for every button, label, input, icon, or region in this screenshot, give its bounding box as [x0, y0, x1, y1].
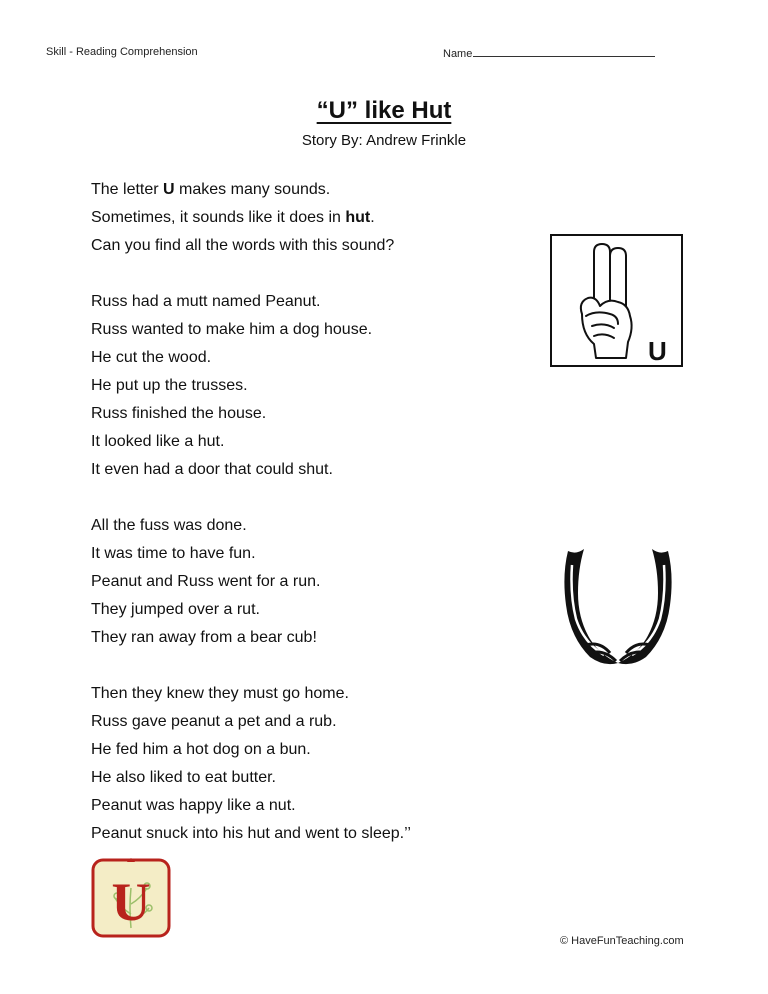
story-paragraph-2	[91, 288, 531, 484]
name-field[interactable]	[443, 46, 655, 60]
story-line: Peanut and Russ went for a run.	[91, 573, 321, 590]
story-line: Russ wanted to make him a dog house.	[91, 321, 373, 338]
skill-label: Skill - Reading Comprehension	[46, 46, 198, 58]
copyright-text: © HaveFunTeaching.com	[560, 935, 684, 947]
tribal-letter-u-icon	[560, 545, 676, 674]
story-line: Then they knew they must go home.	[91, 685, 349, 702]
story-paragraph-4	[91, 680, 531, 848]
story-line: He also liked to eat butter.	[91, 769, 276, 786]
story-line: He fed him a hot dog on a bun.	[91, 741, 311, 758]
bold-word-hut: hut	[345, 209, 371, 226]
story-title: “U” like Hut	[316, 97, 452, 124]
story-paragraph-3	[91, 512, 531, 652]
story-line: He cut the wood.	[91, 349, 212, 366]
story-line: Russ had a mutt named Peanut.	[91, 293, 321, 310]
name-label: Name	[443, 48, 473, 60]
story-line: Sometimes, it sounds like it does in hut.	[91, 209, 375, 226]
sign-letter: U	[648, 336, 667, 365]
story-line: It looked like a hut.	[91, 433, 225, 450]
story-line: Peanut snuck into his hut and went to sleep.’’	[91, 825, 411, 842]
story-line: The letter U makes many sounds.	[91, 181, 331, 198]
story-line: All the fuss was done.	[91, 517, 247, 534]
story-line: Peanut was happy like a nut.	[91, 797, 296, 814]
story-line: It was time to have fun.	[91, 545, 256, 562]
story-line: He put up the trusses.	[91, 377, 248, 394]
story-byline: Story By: Andrew Frinkle	[301, 132, 467, 149]
story-line: Russ gave peanut a pet and a rub.	[91, 713, 337, 730]
story-paragraph-1	[91, 176, 531, 260]
asl-u-hand-sign-icon	[550, 234, 683, 367]
name-blank-line[interactable]	[473, 46, 655, 57]
bold-letter-u: U	[163, 181, 175, 198]
story-line: Can you find all the words with this sound?	[91, 237, 395, 254]
have-fun-teaching-logo-icon	[91, 858, 171, 943]
story-line: They ran away from a bear cub!	[91, 629, 317, 646]
story-text	[91, 176, 531, 848]
story-line: Russ finished the house.	[91, 405, 267, 422]
logo-letter: U	[111, 872, 151, 932]
story-line: It even had a door that could shut.	[91, 461, 333, 478]
story-line: They jumped over a rut.	[91, 601, 260, 618]
